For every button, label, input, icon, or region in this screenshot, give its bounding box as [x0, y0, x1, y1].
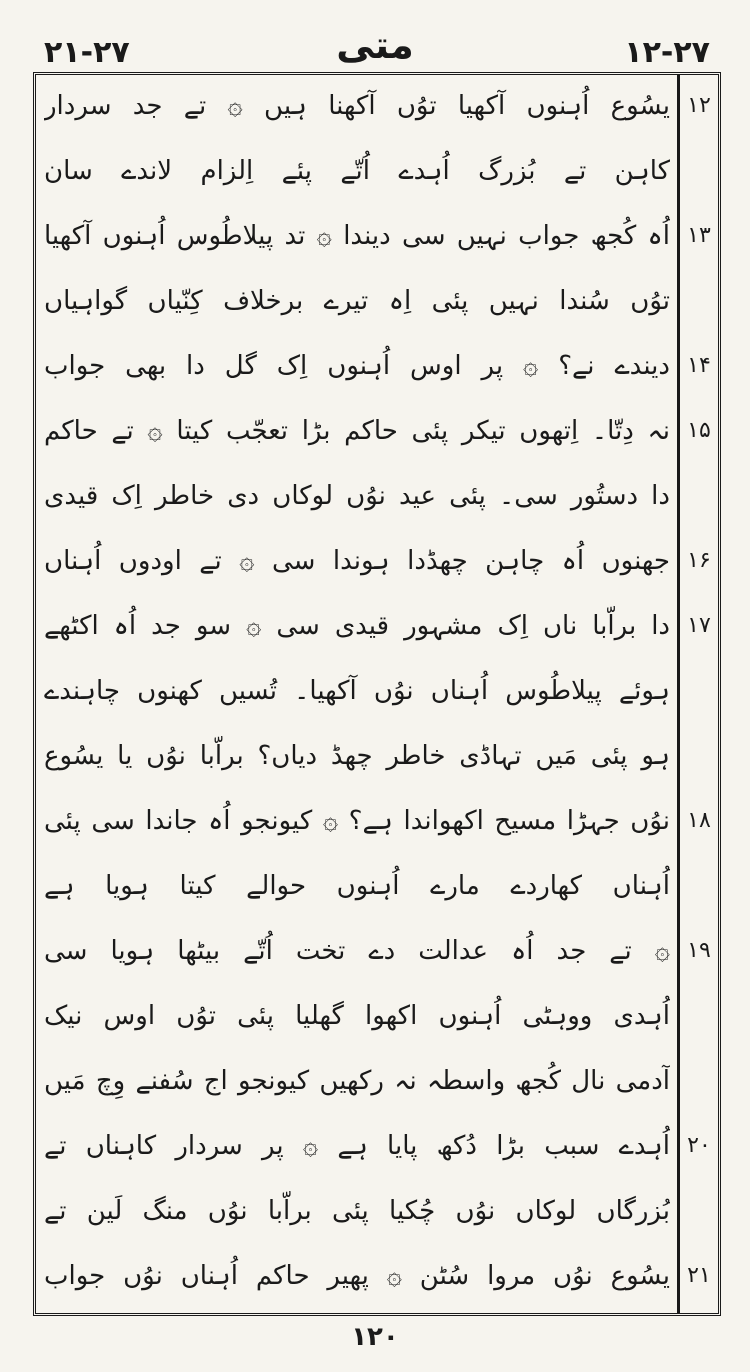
- verse-number: ۱۷: [687, 613, 711, 638]
- text-line: آدمی نال کُجھ واسطہ نہ رکھیں کیونجو اج سُفنے وِچ مَیں: [44, 1066, 670, 1096]
- text-line: توُں سُندا نہیں پئی اِہ تیرے برخلاف کِنّیاں گواہیاں: [44, 286, 670, 316]
- verse-number: ۱۶: [687, 548, 711, 573]
- text-line: بُزرگاں لوکاں نوُں چُکیا پئی براّبا نوُں منگ لَین تے: [44, 1196, 670, 1226]
- header-book-title: متی: [336, 23, 414, 67]
- text-line: دا براّبا ناں اِک مشہور قیدی سی ۞ سو جد اُہ اکٹھے: [44, 611, 670, 641]
- text-line: ہوئے پیلاطُوس اُہناں نوُں آکھیا۔ تُسیں کھنوں چاہندے: [44, 676, 670, 706]
- verse-number: ۱۴: [687, 353, 711, 378]
- verse-number: ۲۰: [687, 1133, 711, 1158]
- text-line: ۞ تے جد اُہ عدالت دے تخت اُتّے بیٹھا ہویا سی: [44, 936, 670, 966]
- text-line: دیندے نے؟ ۞ پر اوس اُہنوں اِک گل دا بھی جواب: [44, 351, 670, 381]
- text-line: ہو پئی مَیں تہاڈی خاطر چھڈ دیاں؟ براّبا نوُں یا یسُوع: [44, 741, 670, 771]
- text-frame: [33, 72, 721, 1316]
- page-header: [20, 18, 730, 68]
- text-line: یسُوع اُہنوں آکھیا توُں آکھنا ہیں ۞ تے جد سردار: [44, 91, 670, 121]
- verse-number: ۱۹: [687, 938, 711, 963]
- text-line: یسُوع نوُں مروا سُٹن ۞ پھیر حاکم اُہناں نوُں جواب: [44, 1261, 670, 1291]
- text-line: نوُں جہڑا مسیح اکھواندا ہے؟ ۞ کیونجو اُہ جاندا سی پئی: [44, 806, 670, 836]
- text-line: جھنوں اُہ چاہن چھڈدا ہوندا سی ۞ تے اودوں اُہناں: [44, 546, 670, 576]
- text-line: کاہن تے بُزرگ اُہدے اُتّے پئے اِلزام لاندے سان: [44, 156, 670, 186]
- verse-number: ۱۸: [687, 808, 711, 833]
- header-verse-range-left: ۲۱-۲۷: [44, 35, 130, 70]
- text-line: اُہ کُجھ جواب نہیں سی دیندا ۞ تد پیلاطُوس اُہنوں آکھیا: [44, 221, 670, 251]
- text-line: نہ دِتّا۔ اِتھوں تیکر پئی حاکم بڑا تعجّب کیتا ۞ تے حاکم: [44, 416, 670, 446]
- verse-number: ۱۵: [687, 418, 711, 443]
- text-line: دا دستُور سی۔ پئی عید نوُں لوکاں دی خاطر اِک قیدی: [44, 481, 670, 511]
- text-line: اُہدے سبب بڑا دُکھ پایا ہے ۞ پر سردار کاہناں تے: [44, 1131, 670, 1161]
- page-number: ۱۲۰: [351, 1322, 399, 1352]
- text-line: اُہناں کھاردے مارے اُہنوں حوالے کیتا ہویا ہے: [44, 871, 670, 901]
- scripture-text: [44, 81, 670, 1307]
- verse-number: ۱۳: [687, 223, 711, 248]
- verse-number: ۲۱: [687, 1263, 711, 1288]
- verse-number: ۱۲: [687, 93, 711, 118]
- header-verse-range-right: ۱۲-۲۷: [624, 35, 710, 70]
- text-line: اُہدی ووہٹی اُہنوں اکھوا گھلیا پئی توُں اوس نیک: [44, 1001, 670, 1031]
- verse-gutter-divider: [677, 75, 680, 1313]
